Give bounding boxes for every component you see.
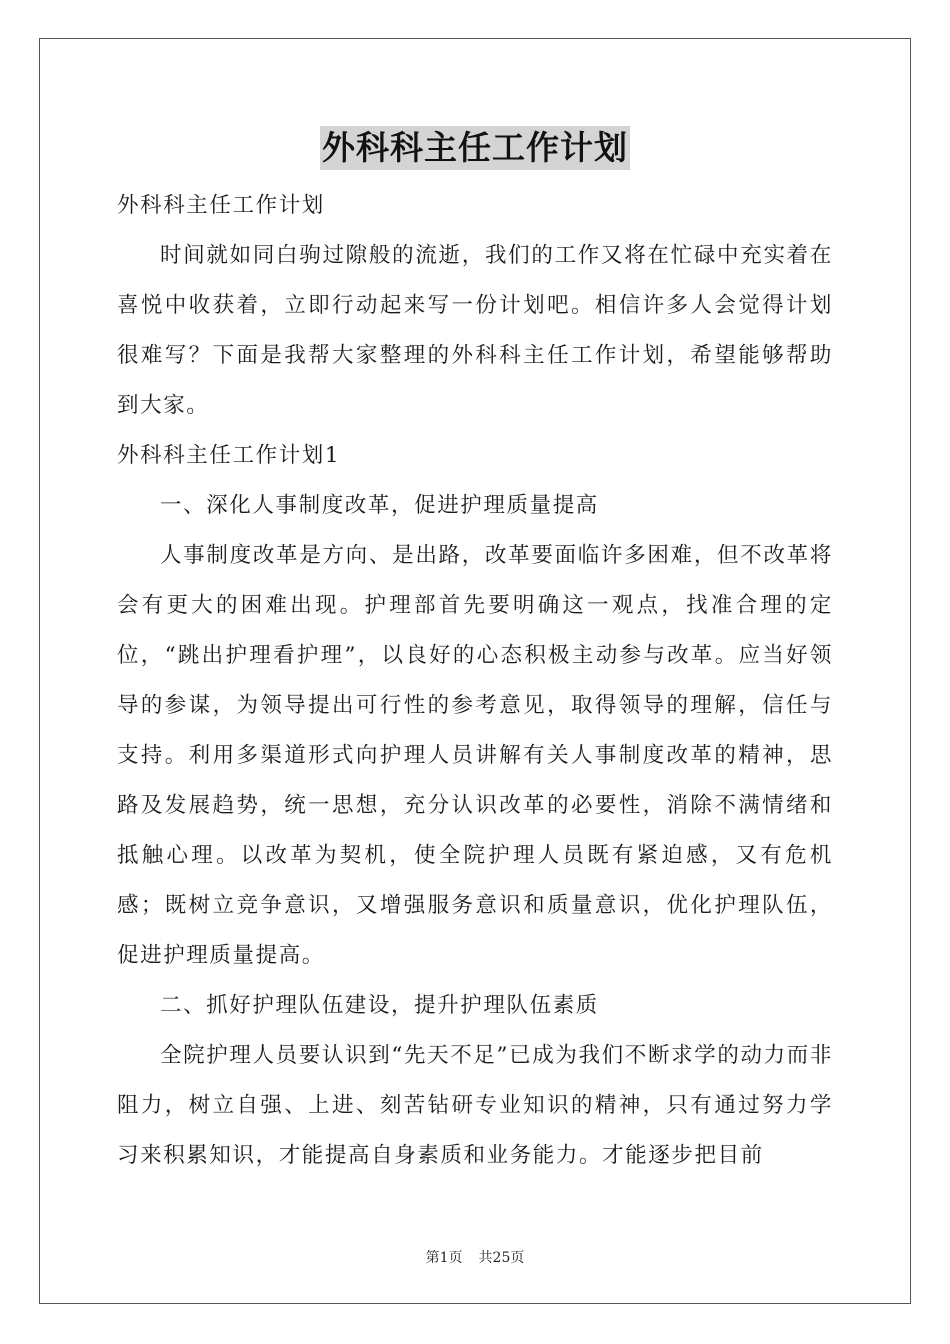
paragraph-body-one: 人事制度改革是方向、是出路，改革要面临许多困难，但不改革将会有更大的困难出现。护理部首先要明确这一观点，找准合理的定位，“跳出护理看护理”，以良好的心态积极主动参与改革。应当好领导的参谋，为领导提出可行性的参考意见，取得领导的理解，信任与支持。利用多渠道形式向护理人员讲解有关人事制度改革的精神，思路及发展趋势，统一思想，充分认识改革的必要性，消除不满情绪和抵触心理。以改革为契机，使全院护理人员既有紧迫感，又有危机感；既树立竞争意识，又增强服务意识和质量意识，优化护理队伍，促进护理质量提高。	[117, 543, 833, 968]
page-total: 共25页	[478, 1250, 525, 1266]
paragraph-heading-one: 一、深化人事制度改革，促进护理质量提高	[160, 493, 599, 518]
document-body	[117, 181, 833, 1181]
paragraph-heading-two: 二、抓好护理队伍建设，提升护理队伍素质	[160, 993, 599, 1018]
page-footer	[0, 1247, 950, 1267]
title-container	[0, 126, 950, 170]
paragraph-section-heading: 外科科主任工作计划1	[117, 443, 341, 468]
document-title: 外科科主任工作计划	[320, 126, 630, 170]
page-number: 第1页	[425, 1250, 463, 1266]
paragraph-body-two: 全院护理人员要认识到“先天不足”已成为我们不断求学的动力而非阻力，树立自强、上进、刻苦钻研专业知识的精神，只有通过努力学习来积累知识，才能提高自身素质和业务能力。才能逐步把目前	[117, 1043, 833, 1168]
paragraph-subtitle: 外科科主任工作计划	[117, 193, 325, 218]
paragraph-intro: 时间就如同白驹过隙般的流逝，我们的工作又将在忙碌中充实着在喜悦中收获着，立即行动起来写一份计划吧。相信许多人会觉得计划很难写？下面是我帮大家整理的外科科主任工作计划，希望能够帮助到大家。	[117, 243, 833, 418]
